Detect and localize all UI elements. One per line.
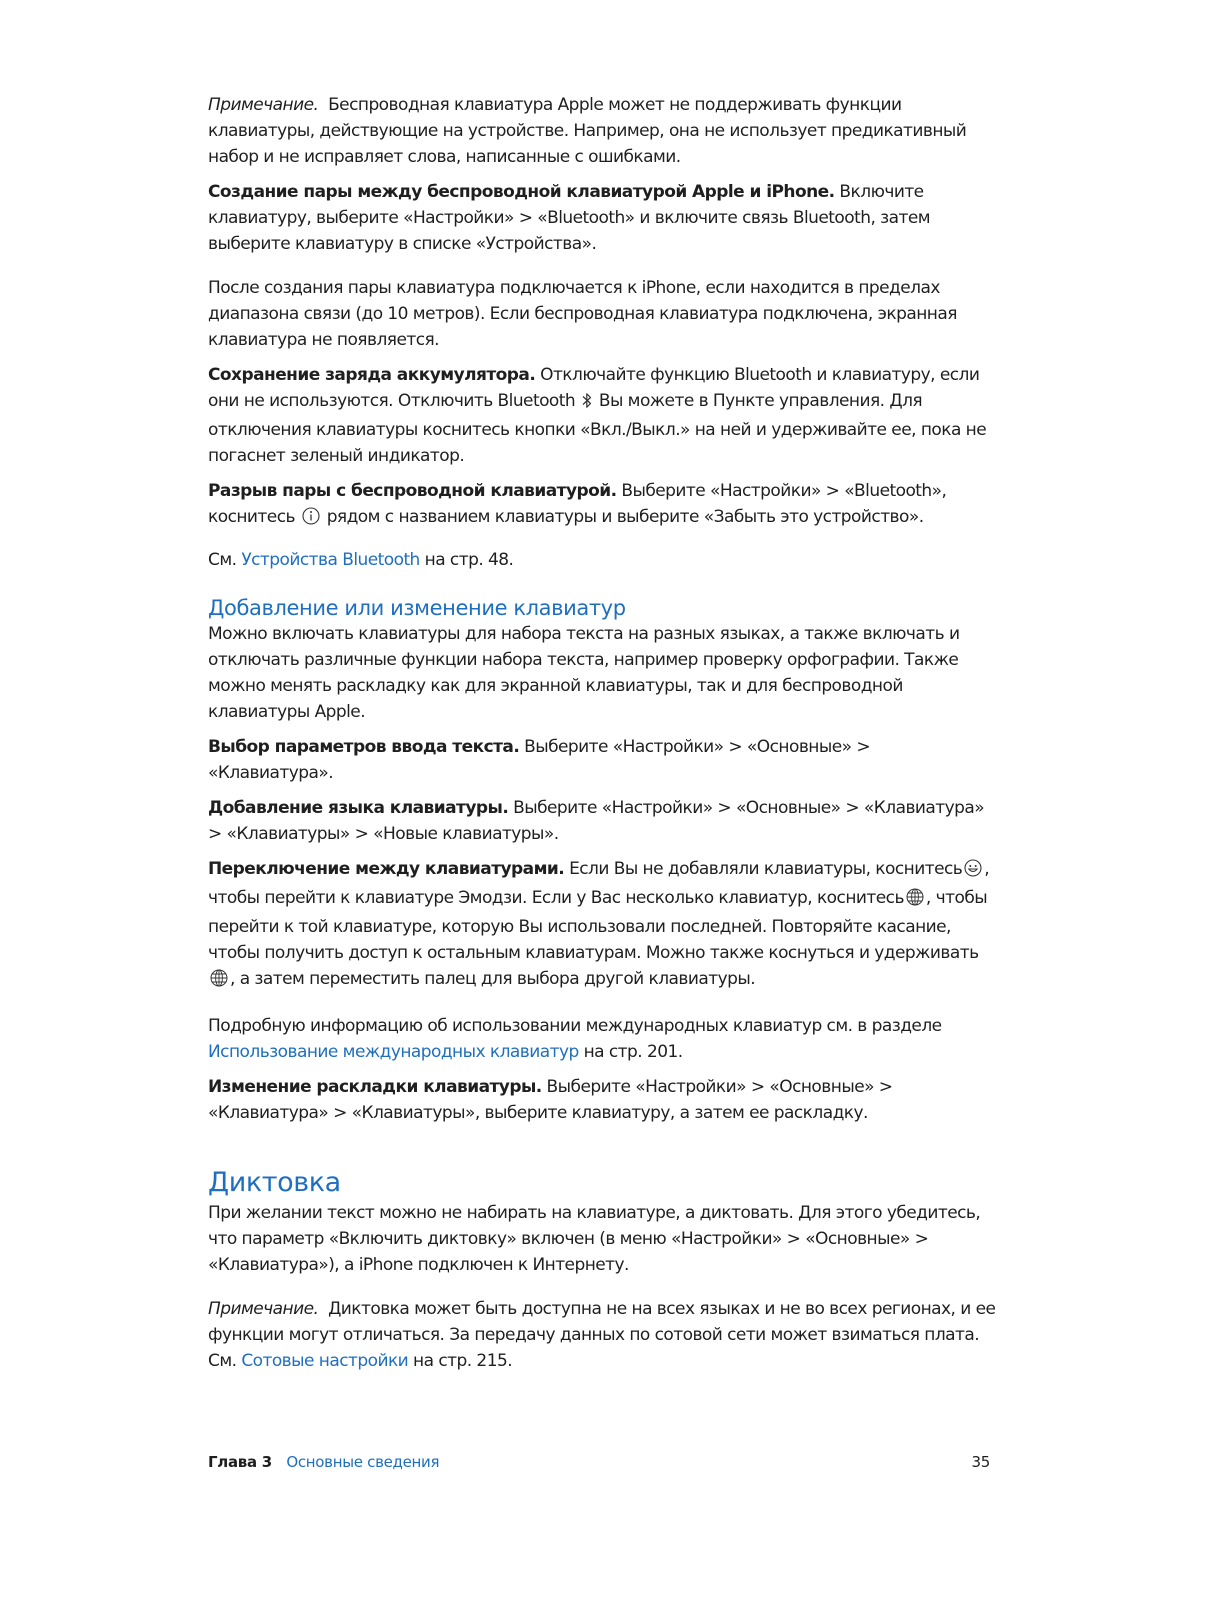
info-icon [302, 507, 320, 533]
emoji-icon [964, 859, 982, 885]
note-label: Примечание. [208, 95, 319, 115]
bluetooth-icon [582, 391, 592, 417]
note2-suffix: на стр. 215. [413, 1351, 513, 1371]
note2-paragraph [208, 1296, 998, 1374]
switch-text-d: , а затем переместить палец для выбора другой клавиатуры. [230, 969, 756, 989]
battery-text-a: Отключайте функцию Bluetooth и клавиатуру, если они не используются. Отключить Bluetooth [208, 365, 980, 411]
unpair-text-a: Выберите «Настройки» > «Bluetooth», коснитесь [208, 481, 947, 527]
note-paragraph [208, 92, 998, 170]
switch-paragraph [208, 856, 998, 995]
pair-paragraph [208, 179, 998, 257]
intl-paragraph [208, 1013, 998, 1065]
section-dict-intro: При желании текст можно не набирать на клавиатуре, а диктовать. Для этого убедитесь, что параметр «Включить диктовку» включен (в меню «Настройки» > «Основные» > «Клавиатура»), а iPhone подключен к Интернету. [208, 1203, 981, 1275]
chapter-label: Глава 3 [208, 1453, 272, 1471]
input-params-heading: Выбор параметров ввода текста. [208, 737, 520, 757]
unpair-paragraph [208, 478, 998, 533]
see-paragraph [208, 547, 998, 573]
layout-paragraph [208, 1074, 998, 1126]
note2-text: Диктовка может быть доступна не на всех языках и не во всех регионах, и ее функции могут отличаться. За передачу данных по сотовой сети может взиматься плата. См. [208, 1299, 996, 1371]
unpair-text-b: рядом с названием клавиатуры и выберите «Забыть это устройство». [326, 507, 924, 527]
add-lang-heading: Добавление языка клавиатуры. [208, 798, 509, 818]
pair-text: Включите клавиатуру, выберите «Настройки» > «Bluetooth» и включите связь Bluetooth, затем выберите клавиатуру в списке «Устройства». [208, 182, 931, 254]
note-text: Беспроводная клавиатура Apple может не поддерживать функции клавиатуры, действующие на устройстве. Например, она не использует предикативный набор и не исправляет слова, написанные с ошибками. [208, 95, 967, 167]
see-prefix: См. [208, 550, 237, 570]
layout-text: Выберите «Настройки» > «Основные» > «Клавиатура» > «Клавиатуры», выберите клавиатуру, а затем ее раскладку. [208, 1077, 893, 1123]
cellular-settings-link[interactable]: Сотовые настройки [241, 1351, 409, 1371]
layout-heading: Изменение раскладки клавиатуры. [208, 1077, 542, 1097]
see-suffix: на стр. 48. [424, 550, 514, 570]
section-add-title: Добавление или изменение клавиатур [208, 596, 626, 620]
pair-heading: Создание пары между беспроводной клавиатурой Apple и iPhone. [208, 182, 835, 202]
page-content [208, 92, 998, 1374]
battery-paragraph [208, 362, 998, 469]
globe-icon [210, 969, 228, 995]
battery-heading: Сохранение заряда аккумулятора. [208, 365, 536, 385]
intl-keyboards-link[interactable]: Использование международных клавиатур [208, 1042, 579, 1062]
bluetooth-devices-link[interactable]: Устройства Bluetooth [241, 550, 420, 570]
intl-suffix: на стр. 201. [583, 1042, 683, 1062]
switch-text-b: , чтобы перейти к клавиатуре Эмодзи. Если у Вас несколько клавиатур, коснитесь [208, 859, 990, 908]
page-footer [208, 1452, 990, 1472]
input-params-paragraph [208, 734, 998, 786]
page-number: 35 [971, 1453, 990, 1471]
chapter-title-link[interactable]: Основные сведения [286, 1453, 440, 1471]
after-pair-paragraph: После создания пары клавиатура подключается к iPhone, если находится в пределах диапазона связи (до 10 метров). Если беспроводная клавиатура подключена, экранная клавиатура не появляется. [208, 278, 957, 350]
section-dict-title: Диктовка [208, 1167, 341, 1198]
section-add-intro: Можно включать клавиатуры для набора текста на разных языках, а также включать и отключать различные функции набора текста, например проверку орфографии. Также можно менять раскладку как для экранной клавиатуры, так и для беспроводной клавиатуры Apple. [208, 624, 960, 722]
switch-heading: Переключение между клавиатурами. [208, 859, 565, 879]
add-lang-paragraph [208, 795, 998, 847]
globe-icon [906, 888, 924, 914]
battery-text-b: Вы можете в Пункте управления. Для отключения клавиатуры коснитесь кнопки «Вкл./Выкл.» на ней и удерживайте ее, пока не погаснет зеленый индикатор. [208, 391, 987, 466]
add-lang-text: Выберите «Настройки» > «Основные» > «Клавиатура» > «Клавиатуры» > «Новые клавиатуры». [208, 798, 985, 844]
intl-prefix: Подробную информацию об использовании международных клавиатур см. в разделе [208, 1016, 942, 1036]
note2-label: Примечание. [208, 1299, 319, 1319]
switch-text-c: , чтобы перейти к той клавиатуре, которую Вы использовали последней. Повторяйте касание, чтобы получить доступ к остальным клавиатурам. Можно также коснуться и удерживать [208, 888, 988, 963]
unpair-heading: Разрыв пары с беспроводной клавиатурой. [208, 481, 617, 501]
input-params-text: Выберите «Настройки» > «Основные» > «Клавиатура». [208, 737, 871, 783]
switch-text-a: Если Вы не добавляли клавиатуры, коснитесь [569, 859, 963, 879]
